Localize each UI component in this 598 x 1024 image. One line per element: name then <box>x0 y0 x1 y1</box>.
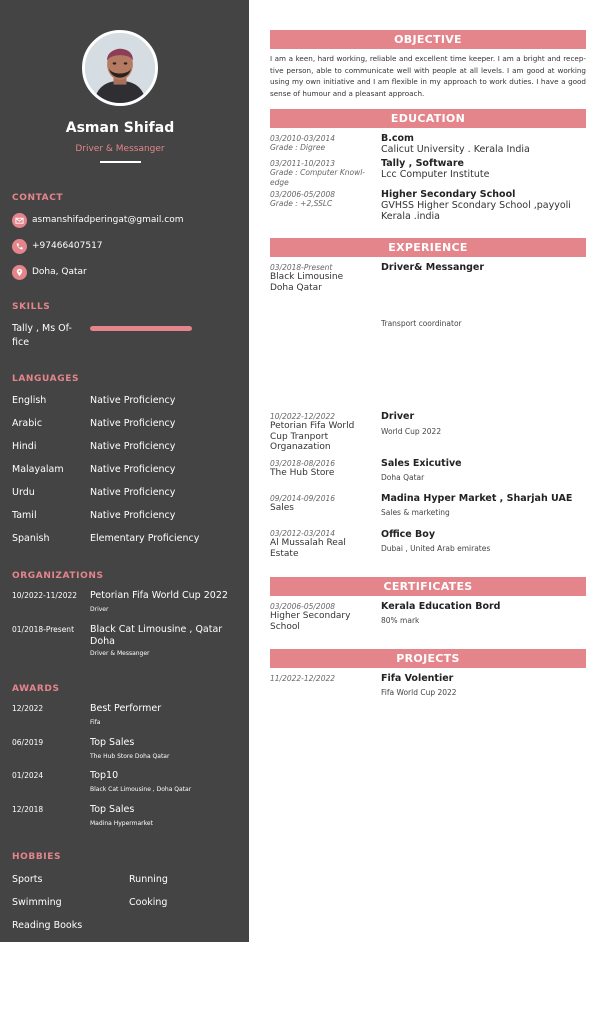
project-item <box>381 673 586 698</box>
experience-item <box>381 262 586 273</box>
education-school: GVHSS Higher Scondary School ,payyoli Kerala .india <box>381 200 571 222</box>
contact-phone[interactable] <box>12 238 103 254</box>
experience-company: Petorian Fifa World Cup Tranport Organazation <box>270 421 355 452</box>
education-item <box>381 189 586 222</box>
award-issuer: Fifa <box>90 719 101 726</box>
award-date: 12/2022 <box>12 704 44 713</box>
language-name: Malayalam <box>12 464 64 475</box>
language-row <box>12 418 242 432</box>
language-name: Hindi <box>12 441 37 452</box>
location-icon <box>12 265 27 280</box>
experience-date: 03/2018-08/2016 <box>270 459 336 468</box>
language-level: Native Proficiency <box>90 395 176 406</box>
award-title: Top Sales <box>90 737 135 748</box>
award-title: Top10 <box>90 770 119 781</box>
contact-location <box>12 264 87 280</box>
experience-date: 09/2014-09/2016 <box>270 494 336 503</box>
projects-header: PROJECTS <box>270 649 586 668</box>
profile-photo <box>82 30 158 106</box>
organization-date: 10/2022-11/2022 <box>12 591 78 600</box>
hobby-item: Swimming <box>12 897 62 908</box>
hobby-item: Sports <box>12 874 43 885</box>
contact-email[interactable] <box>12 212 183 228</box>
language-row <box>12 441 242 455</box>
award-issuer: The Hub Store Doha Qatar <box>90 753 170 760</box>
language-level: Native Proficiency <box>90 418 176 429</box>
contact-email-text: asmanshifadperingat@gmail.com <box>32 215 184 225</box>
certificates-header: CERTIFICATES <box>270 577 586 596</box>
organization-role: Driver <box>90 606 109 613</box>
organization-date: 01/2018-Present <box>12 625 75 634</box>
experience-company: Al Mussalah Real Estate <box>270 538 346 559</box>
hobby-item: Reading Books <box>12 920 83 931</box>
education-meta <box>270 159 375 188</box>
certificate-item <box>381 601 586 626</box>
experience-date: 03/2012-03/2014 <box>270 529 336 538</box>
award-title: Top Sales <box>90 804 135 815</box>
education-school: Lcc Computer Institute <box>381 169 490 180</box>
award-title: Best Performer <box>90 703 162 714</box>
project-detail: Fifa World Cup 2022 <box>381 688 457 697</box>
language-row <box>12 510 242 524</box>
education-header: EDUCATION <box>270 109 586 128</box>
language-name: Tamil <box>12 510 37 521</box>
certificate-detail: 80% mark <box>381 616 420 625</box>
skill-level-bar <box>90 326 192 331</box>
awards-title: AWARDS <box>12 684 60 694</box>
language-level: Native Proficiency <box>90 441 176 452</box>
experience-date: 03/2018-Present <box>270 263 333 272</box>
education-grade: Grade : Computer Knowl-edge <box>270 168 366 187</box>
education-school: Calicut University . Kerala India <box>381 144 530 155</box>
role-divider <box>100 161 141 163</box>
skill-level-fill <box>90 326 192 331</box>
language-level: Native Proficiency <box>90 464 176 475</box>
award-date: 06/2019 <box>12 738 44 747</box>
candidate-role: Driver & Messanger <box>75 144 165 154</box>
languages-title: LANGUAGES <box>12 374 80 384</box>
experience-detail: Transport coordinator <box>381 319 462 328</box>
education-degree: B.com <box>381 133 414 144</box>
profile-photo-image <box>85 33 155 103</box>
experience-item <box>381 529 586 554</box>
experience-meta <box>270 494 375 514</box>
experience-item <box>381 458 586 483</box>
language-name: English <box>12 395 47 406</box>
education-date: 03/2006-05/2008 <box>270 190 336 199</box>
certificate-date: 03/2006-05/2008 <box>270 602 336 611</box>
sidebar <box>0 0 249 942</box>
experience-meta <box>270 459 375 479</box>
experience-detail: Doha Qatar <box>381 473 425 482</box>
experience-detail: Sales & marketing <box>381 508 450 517</box>
experience-company: The Hub Store <box>270 468 335 478</box>
award-date: 01/2024 <box>12 771 44 780</box>
language-row <box>12 395 242 409</box>
language-row <box>12 487 242 501</box>
contact-phone-text: +97466407517 <box>32 241 103 251</box>
hobby-item: Cooking <box>129 897 168 908</box>
project-meta <box>270 674 375 683</box>
language-name: Arabic <box>12 418 43 429</box>
experience-company: Sales <box>270 503 294 513</box>
education-item <box>381 133 586 155</box>
language-level: Native Proficiency <box>90 510 176 521</box>
objective-text: I am a keen, hard working, reliable and excellent time keeper. I am a bright and recep-tive person, able to communicate well with people at all levels. I am good at working using my own initiative and I am flexible in my approach to work duties. I have a good sense of humour and a pleasant approach. <box>270 54 586 98</box>
language-name: Spanish <box>12 533 50 544</box>
experience-meta <box>270 263 375 293</box>
language-row <box>12 464 242 478</box>
contact-title: CONTACT <box>12 193 64 203</box>
experience-meta <box>270 412 375 453</box>
award-date: 12/2018 <box>12 805 44 814</box>
experience-title: Office Boy <box>381 529 436 540</box>
candidate-name: Asman Shifad <box>65 120 175 136</box>
education-date: 03/2010-03/2014 <box>270 134 336 143</box>
language-name: Urdu <box>12 487 35 498</box>
organization-name: Black Cat Limousine , Qatar Doha <box>90 624 223 647</box>
objective-header: OBJECTIVE <box>270 30 586 49</box>
language-level: Elementary Proficiency <box>90 533 200 544</box>
education-degree: Tally , Software <box>381 158 464 169</box>
experience-title: Madina Hyper Market , Sharjah UAE <box>381 493 573 504</box>
experience-date: 10/2022-12/2022 <box>270 412 336 421</box>
certificate-meta <box>270 602 375 632</box>
phone-icon <box>12 239 27 254</box>
certificate-name: Higher Secondary School <box>270 611 351 632</box>
experience-title: Driver <box>381 411 415 422</box>
organizations-title: ORGANIZATIONS <box>12 571 104 581</box>
project-title: Fifa Volentier <box>381 673 454 684</box>
hobby-item: Running <box>129 874 168 885</box>
experience-detail: Dubai , United Arab emirates <box>381 544 491 553</box>
organization-name: Petorian Fifa World Cup 2022 <box>90 590 228 601</box>
experience-item <box>381 411 586 437</box>
education-grade: Grade : Digree <box>270 143 326 152</box>
education-date: 03/2011-10/2013 <box>270 159 336 168</box>
experience-item <box>381 493 586 518</box>
experience-meta <box>270 529 375 559</box>
email-icon <box>12 213 27 228</box>
award-issuer: Black Cat Limousine , Doha Qatar <box>90 786 192 793</box>
contact-location-text: Doha, Qatar <box>32 267 87 277</box>
language-level: Native Proficiency <box>90 487 176 498</box>
hobbies-title: HOBBIES <box>12 852 62 862</box>
education-meta <box>270 190 375 209</box>
experience-header: EXPERIENCE <box>270 238 586 257</box>
education-meta <box>270 134 375 153</box>
skills-title: SKILLS <box>12 302 51 312</box>
education-item <box>381 158 586 180</box>
education-grade: Grade : +2,SSLC <box>270 199 333 208</box>
award-issuer: Madina Hypermarket <box>90 820 153 827</box>
experience-title: Sales Exicutive <box>381 458 462 469</box>
experience-company: Black Limousine Doha Qatar <box>270 272 344 293</box>
experience-detail: World Cup 2022 <box>381 427 442 436</box>
project-date: 11/2022-12/2022 <box>270 674 336 683</box>
organization-role: Driver & Messanger <box>90 650 150 657</box>
education-degree: Higher Secondary School <box>381 189 516 200</box>
certificate-issuer: Kerala Education Bord <box>381 601 501 612</box>
experience-title: Driver& Messanger <box>381 262 485 273</box>
language-row <box>12 533 242 547</box>
skill-name: Tally , Ms Of-fice <box>12 323 72 348</box>
